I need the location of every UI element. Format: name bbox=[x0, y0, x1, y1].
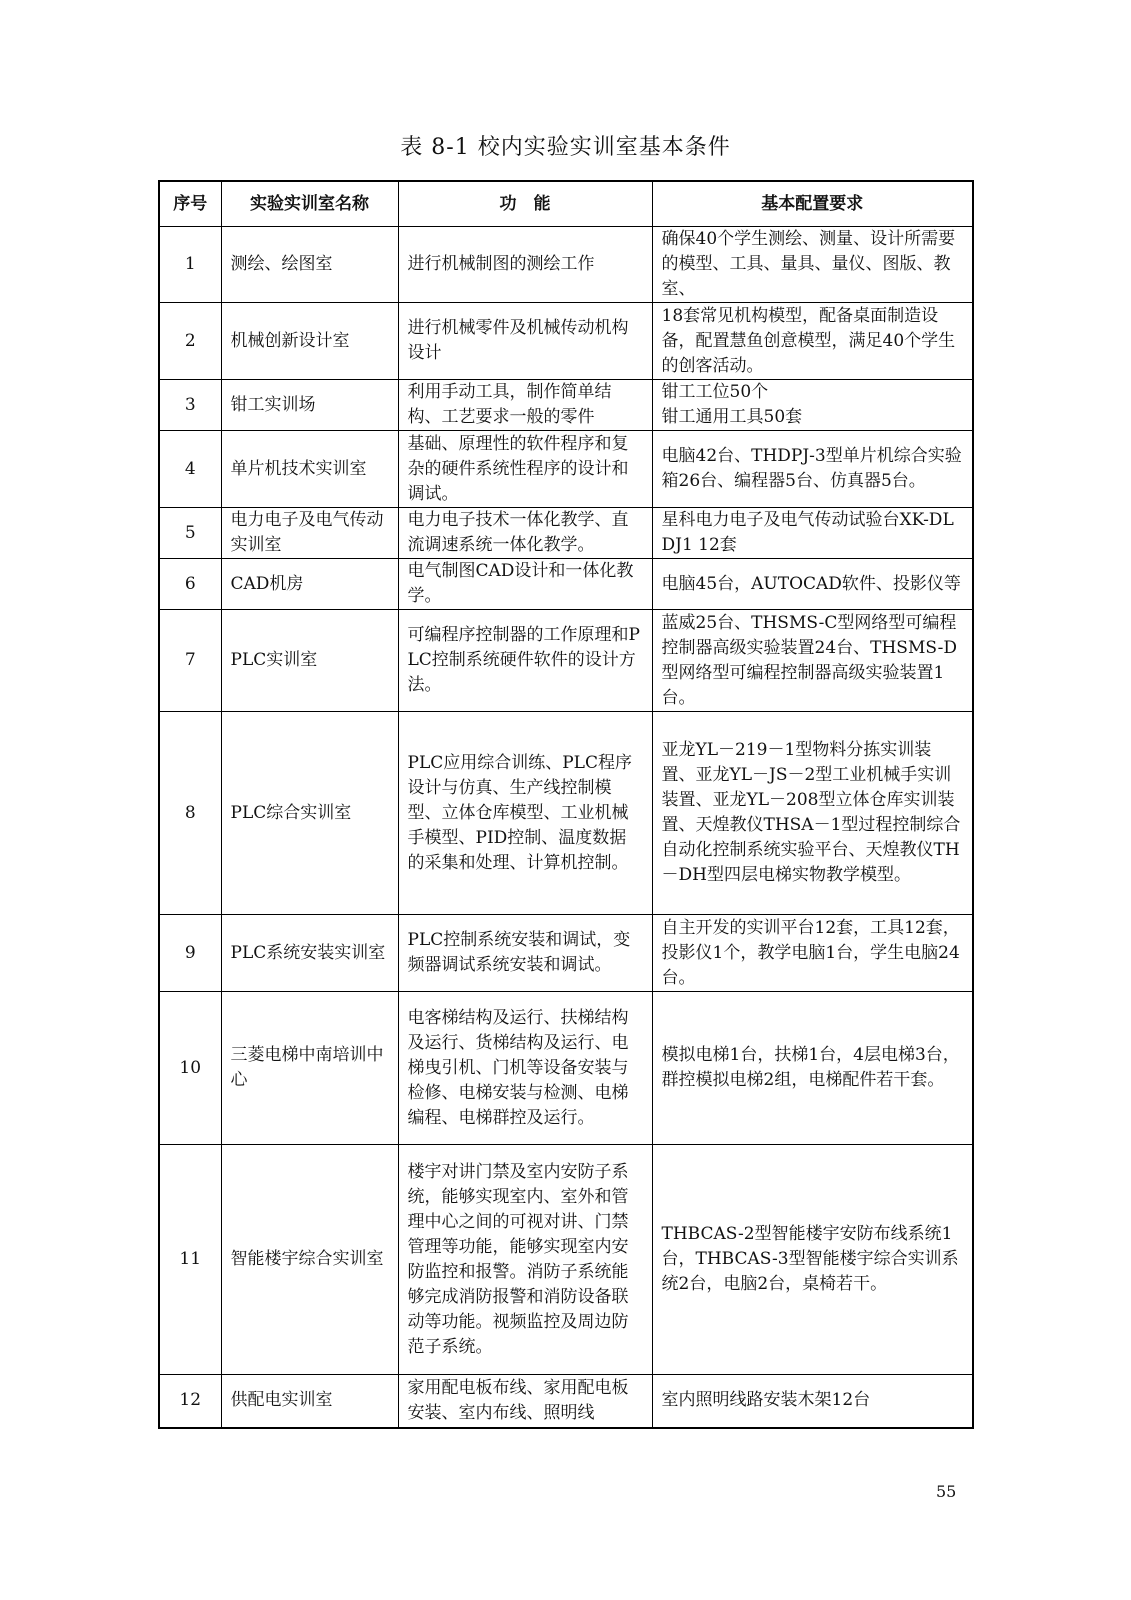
table-caption: 表 8-1 校内实验实训室基本条件 bbox=[400, 135, 731, 160]
row-name: 测绘、绘图室 bbox=[221, 227, 398, 303]
row-no: 7 bbox=[159, 610, 221, 712]
row-no: 8 bbox=[159, 712, 221, 915]
row-no: 4 bbox=[159, 431, 221, 508]
row-name: 电力电子及电气传动实训室 bbox=[221, 508, 398, 559]
table-row bbox=[159, 1145, 973, 1375]
header-no: 序号 bbox=[159, 181, 221, 227]
table-row bbox=[159, 380, 973, 431]
row-no: 6 bbox=[159, 559, 221, 610]
row-config: 电脑42台、THDPJ-3型单片机综合实验箱26台、编程器5台、仿真器5台。 bbox=[652, 431, 973, 508]
table-row bbox=[159, 992, 973, 1145]
row-no: 12 bbox=[159, 1375, 221, 1428]
table-row bbox=[159, 610, 973, 712]
row-no: 1 bbox=[159, 227, 221, 303]
row-name: 智能楼宇综合实训室 bbox=[221, 1145, 398, 1375]
row-no: 5 bbox=[159, 508, 221, 559]
table-row bbox=[159, 227, 973, 303]
row-config: 自主开发的实训平台12套，工具12套，投影仪1个，教学电脑1台，学生电脑24台。 bbox=[652, 915, 973, 992]
header-name: 实验实训室名称 bbox=[221, 181, 398, 227]
row-no: 10 bbox=[159, 992, 221, 1145]
row-name: PLC实训室 bbox=[221, 610, 398, 712]
row-name: 机械创新设计室 bbox=[221, 303, 398, 380]
row-function: PLC应用综合训练、PLC程序设计与仿真、生产线控制模型、立体仓库模型、工业机械手模型、PID控制、温度数据的采集和处理、计算机控制。 bbox=[398, 712, 652, 915]
row-name: 供配电实训室 bbox=[221, 1375, 398, 1428]
row-function: 电力电子技术一体化教学、直流调速系统一体化教学。 bbox=[398, 508, 652, 559]
row-name: PLC系统安装实训室 bbox=[221, 915, 398, 992]
table-row bbox=[159, 508, 973, 559]
table-row bbox=[159, 712, 973, 915]
row-function: 进行机械制图的测绘工作 bbox=[398, 227, 652, 303]
row-config: 蓝威25台、THSMS-C型网络型可编程控制器高级实验装置24台、THSMS-D型网络型可编程控制器高级实验装置1台。 bbox=[652, 610, 973, 712]
row-config: 电脑45台，AUTOCAD软件、投影仪等 bbox=[652, 559, 973, 610]
row-function: 可编程序控制器的工作原理和PLC控制系统硬件软件的设计方法。 bbox=[398, 610, 652, 712]
table-row bbox=[159, 559, 973, 610]
row-config: 亚龙YL－219－1型物料分拣实训装置、亚龙YL－JS－2型工业机械手实训装置、亚龙YL－208型立体仓库实训装置、天煌教仪THSA－1型过程控制综合自动化控制系统实验平台、天煌教仪TH－DH型四层电梯实物教学模型。 bbox=[652, 712, 973, 915]
row-no: 3 bbox=[159, 380, 221, 431]
table-row bbox=[159, 915, 973, 992]
table-row bbox=[159, 1375, 973, 1428]
row-config: 模拟电梯1台，扶梯1台，4层电梯3台，群控模拟电梯2组，电梯配件若干套。 bbox=[652, 992, 973, 1145]
row-no: 2 bbox=[159, 303, 221, 380]
row-config: 室内照明线路安装木架12台 bbox=[652, 1375, 973, 1428]
row-config: 星科电力电子及电气传动试验台XK-DLDJ1 12套 bbox=[652, 508, 973, 559]
row-name: CAD机房 bbox=[221, 559, 398, 610]
lab-conditions-table bbox=[158, 180, 974, 1429]
row-function: 楼宇对讲门禁及室内安防子系统，能够实现室内、室外和管理中心之间的可视对讲、门禁管理等功能，能够实现室内安防监控和报警。消防子系统能够完成消防报警和消防设备联动等功能。视频监控及周边防范子系统。 bbox=[398, 1145, 652, 1375]
row-name: 单片机技术实训室 bbox=[221, 431, 398, 508]
row-config: 钳工工位50个 钳工通用工具50套 bbox=[652, 380, 973, 431]
row-name: PLC综合实训室 bbox=[221, 712, 398, 915]
table-row bbox=[159, 303, 973, 380]
row-function: 家用配电板布线、家用配电板安装、室内布线、照明线 bbox=[398, 1375, 652, 1428]
row-no: 11 bbox=[159, 1145, 221, 1375]
row-function: 基础、原理性的软件程序和复杂的硬件系统性程序的设计和调试。 bbox=[398, 431, 652, 508]
row-name: 三菱电梯中南培训中心 bbox=[221, 992, 398, 1145]
row-name: 钳工实训场 bbox=[221, 380, 398, 431]
row-config: THBCAS-2型智能楼宇安防布线系统1台，THBCAS-3型智能楼宇综合实训系统2台，电脑2台，桌椅若干。 bbox=[652, 1145, 973, 1375]
table-row bbox=[159, 431, 973, 508]
row-function: 电气制图CAD设计和一体化教学。 bbox=[398, 559, 652, 610]
row-function: 电客梯结构及运行、扶梯结构及运行、货梯结构及运行、电梯曳引机、门机等设备安装与检修、电梯安装与检测、电梯编程、电梯群控及运行。 bbox=[398, 992, 652, 1145]
header-config: 基本配置要求 bbox=[652, 181, 973, 227]
row-config: 18套常见机构模型，配备桌面制造设备，配置慧鱼创意模型，满足40个学生的创客活动。 bbox=[652, 303, 973, 380]
row-function: PLC控制系统安装和调试，变频器调试系统安装和调试。 bbox=[398, 915, 652, 992]
row-config: 确保40个学生测绘、测量、设计所需要的模型、工具、量具、量仪、图版、教室、 bbox=[652, 227, 973, 303]
row-no: 9 bbox=[159, 915, 221, 992]
row-function: 进行机械零件及机械传动机构设计 bbox=[398, 303, 652, 380]
row-function: 利用手动工具，制作简单结构、工艺要求一般的零件 bbox=[398, 380, 652, 431]
table-header-row bbox=[159, 181, 973, 227]
header-function: 功 能 bbox=[398, 181, 652, 227]
page-number: 55 bbox=[936, 1482, 957, 1501]
